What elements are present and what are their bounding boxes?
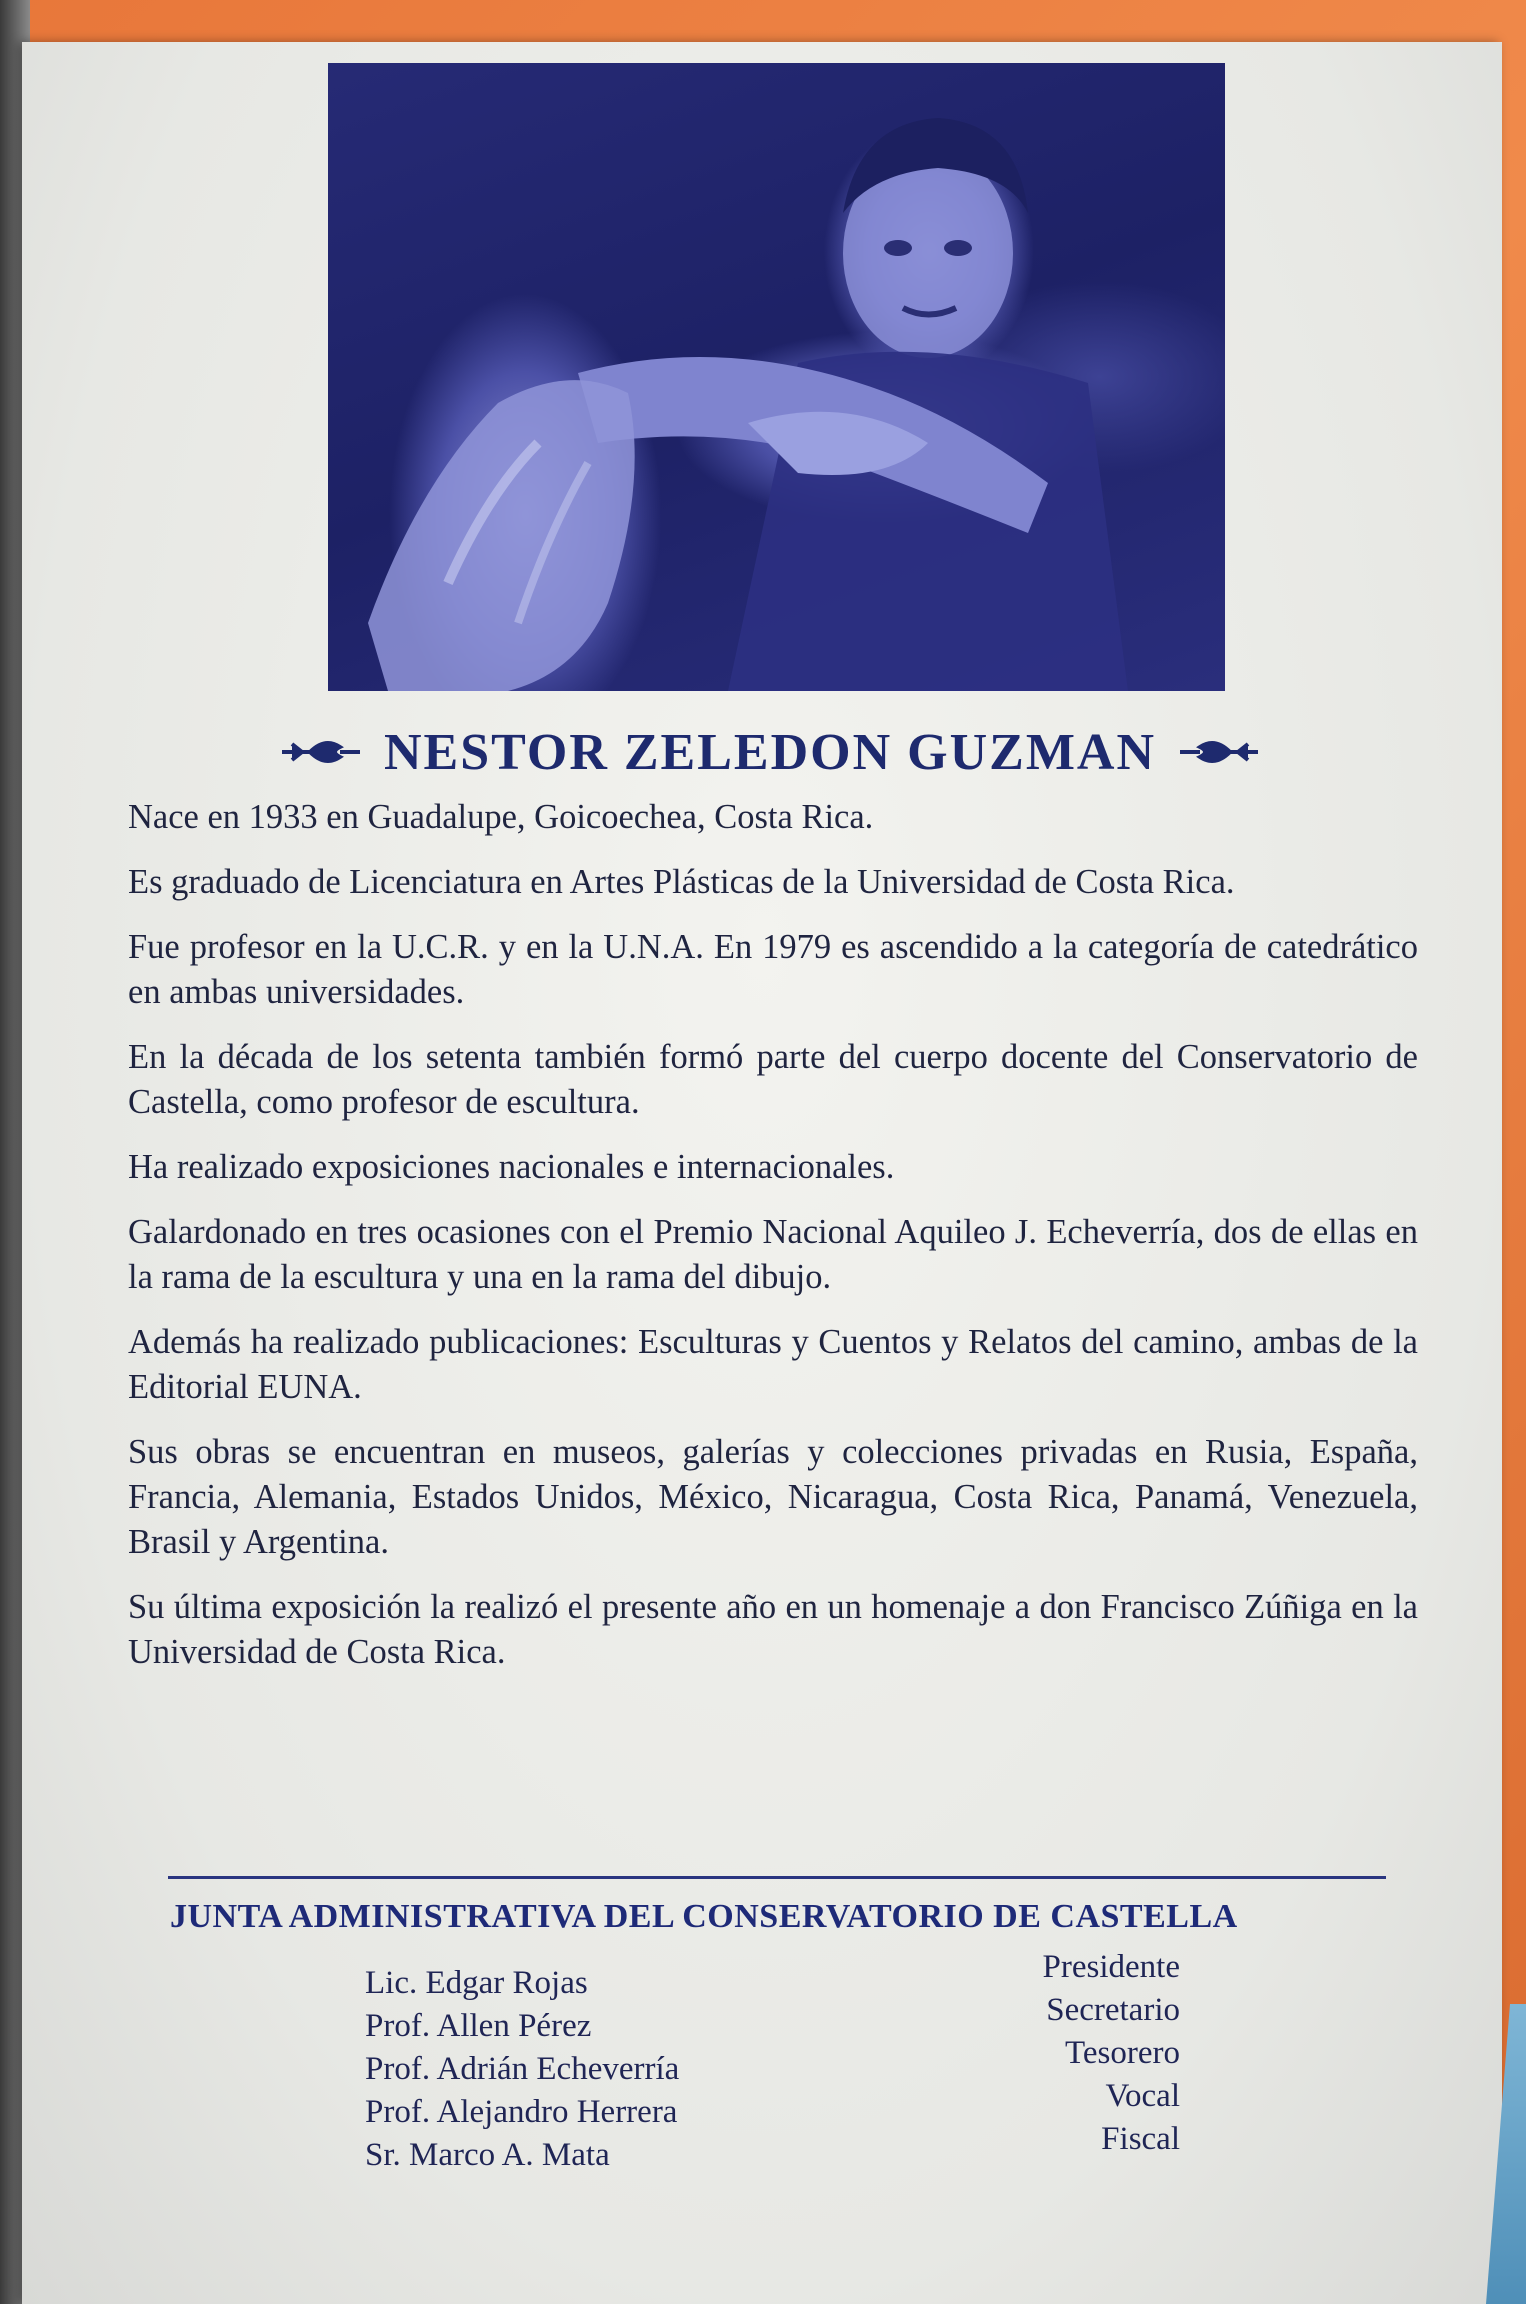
board-member: Lic. Edgar Rojas (365, 1965, 588, 2001)
bio-paragraph: Es graduado de Licenciatura en Artes Plásticas de la Universidad de Costa Rica. (128, 863, 1235, 901)
bio-paragraph: Su última exposición la realizó el presente año en un homenaje a don Francisco Zúñiga en la Universidad de Costa Rica. (128, 1588, 1418, 1671)
bio-paragraph: Fue profesor en la U.C.R. y en la U.N.A. En 1979 es ascendido a la categoría de catedrático en ambas universidades. (128, 928, 1418, 1011)
board-roles-list (900, 1946, 1180, 2161)
portrait-illustration (328, 63, 1225, 691)
bio-paragraph: Además ha realizado publicaciones: Esculturas y Cuentos y Relatos del camino, ambas de la Editorial EUNA. (128, 1323, 1418, 1406)
board-members-list (365, 1962, 845, 2177)
board-member: Sr. Marco A. Mata (365, 2137, 610, 2173)
board-member: Prof. Allen Pérez (365, 2008, 592, 2044)
board-member: Prof. Alejandro Herrera (365, 2094, 678, 2130)
artist-portrait-photo (328, 63, 1225, 691)
board-member: Prof. Adrián Echeverría (365, 2051, 680, 2087)
right-ornament-icon (1178, 732, 1260, 772)
board-role: Presidente (1042, 1949, 1180, 1985)
board-title: JUNTA ADMINISTRATIVA DEL CONSERVATORIO DE CASTELLA (170, 1898, 1238, 1935)
artist-name-heading (210, 722, 1330, 782)
bio-paragraph: Galardonado en tres ocasiones con el Premio Nacional Aquileo J. Echeverría, dos de ellas en la rama de la escultura y una en la rama del dibujo. (128, 1213, 1418, 1296)
bio-paragraph: Nace en 1933 en Guadalupe, Goicoechea, Costa Rica. (128, 798, 874, 836)
section-divider (168, 1876, 1386, 1879)
bio-paragraph: Sus obras se encuentran en museos, galerías y colecciones privadas en Rusia, España, Francia, Alemania, Estados Unidos, México, Nicaragua, Costa Rica, Panamá, Venezuela, Brasil y Argentina. (128, 1433, 1418, 1561)
board-role: Secretario (1046, 1992, 1180, 2028)
board-role: Vocal (1105, 2078, 1180, 2114)
board-role: Tesorero (1065, 2035, 1180, 2071)
board-role: Fiscal (1101, 2121, 1180, 2157)
artist-name: NESTOR ZELEDON GUZMAN (383, 723, 1157, 781)
bio-paragraph: En la década de los setenta también formó parte del cuerpo docente del Conservatorio de Castella, como profesor de escultura. (128, 1038, 1418, 1121)
biography-text (128, 795, 1418, 1695)
bio-paragraph: Ha realizado exposiciones nacionales e internacionales. (128, 1148, 895, 1186)
left-ornament-icon (280, 732, 362, 772)
